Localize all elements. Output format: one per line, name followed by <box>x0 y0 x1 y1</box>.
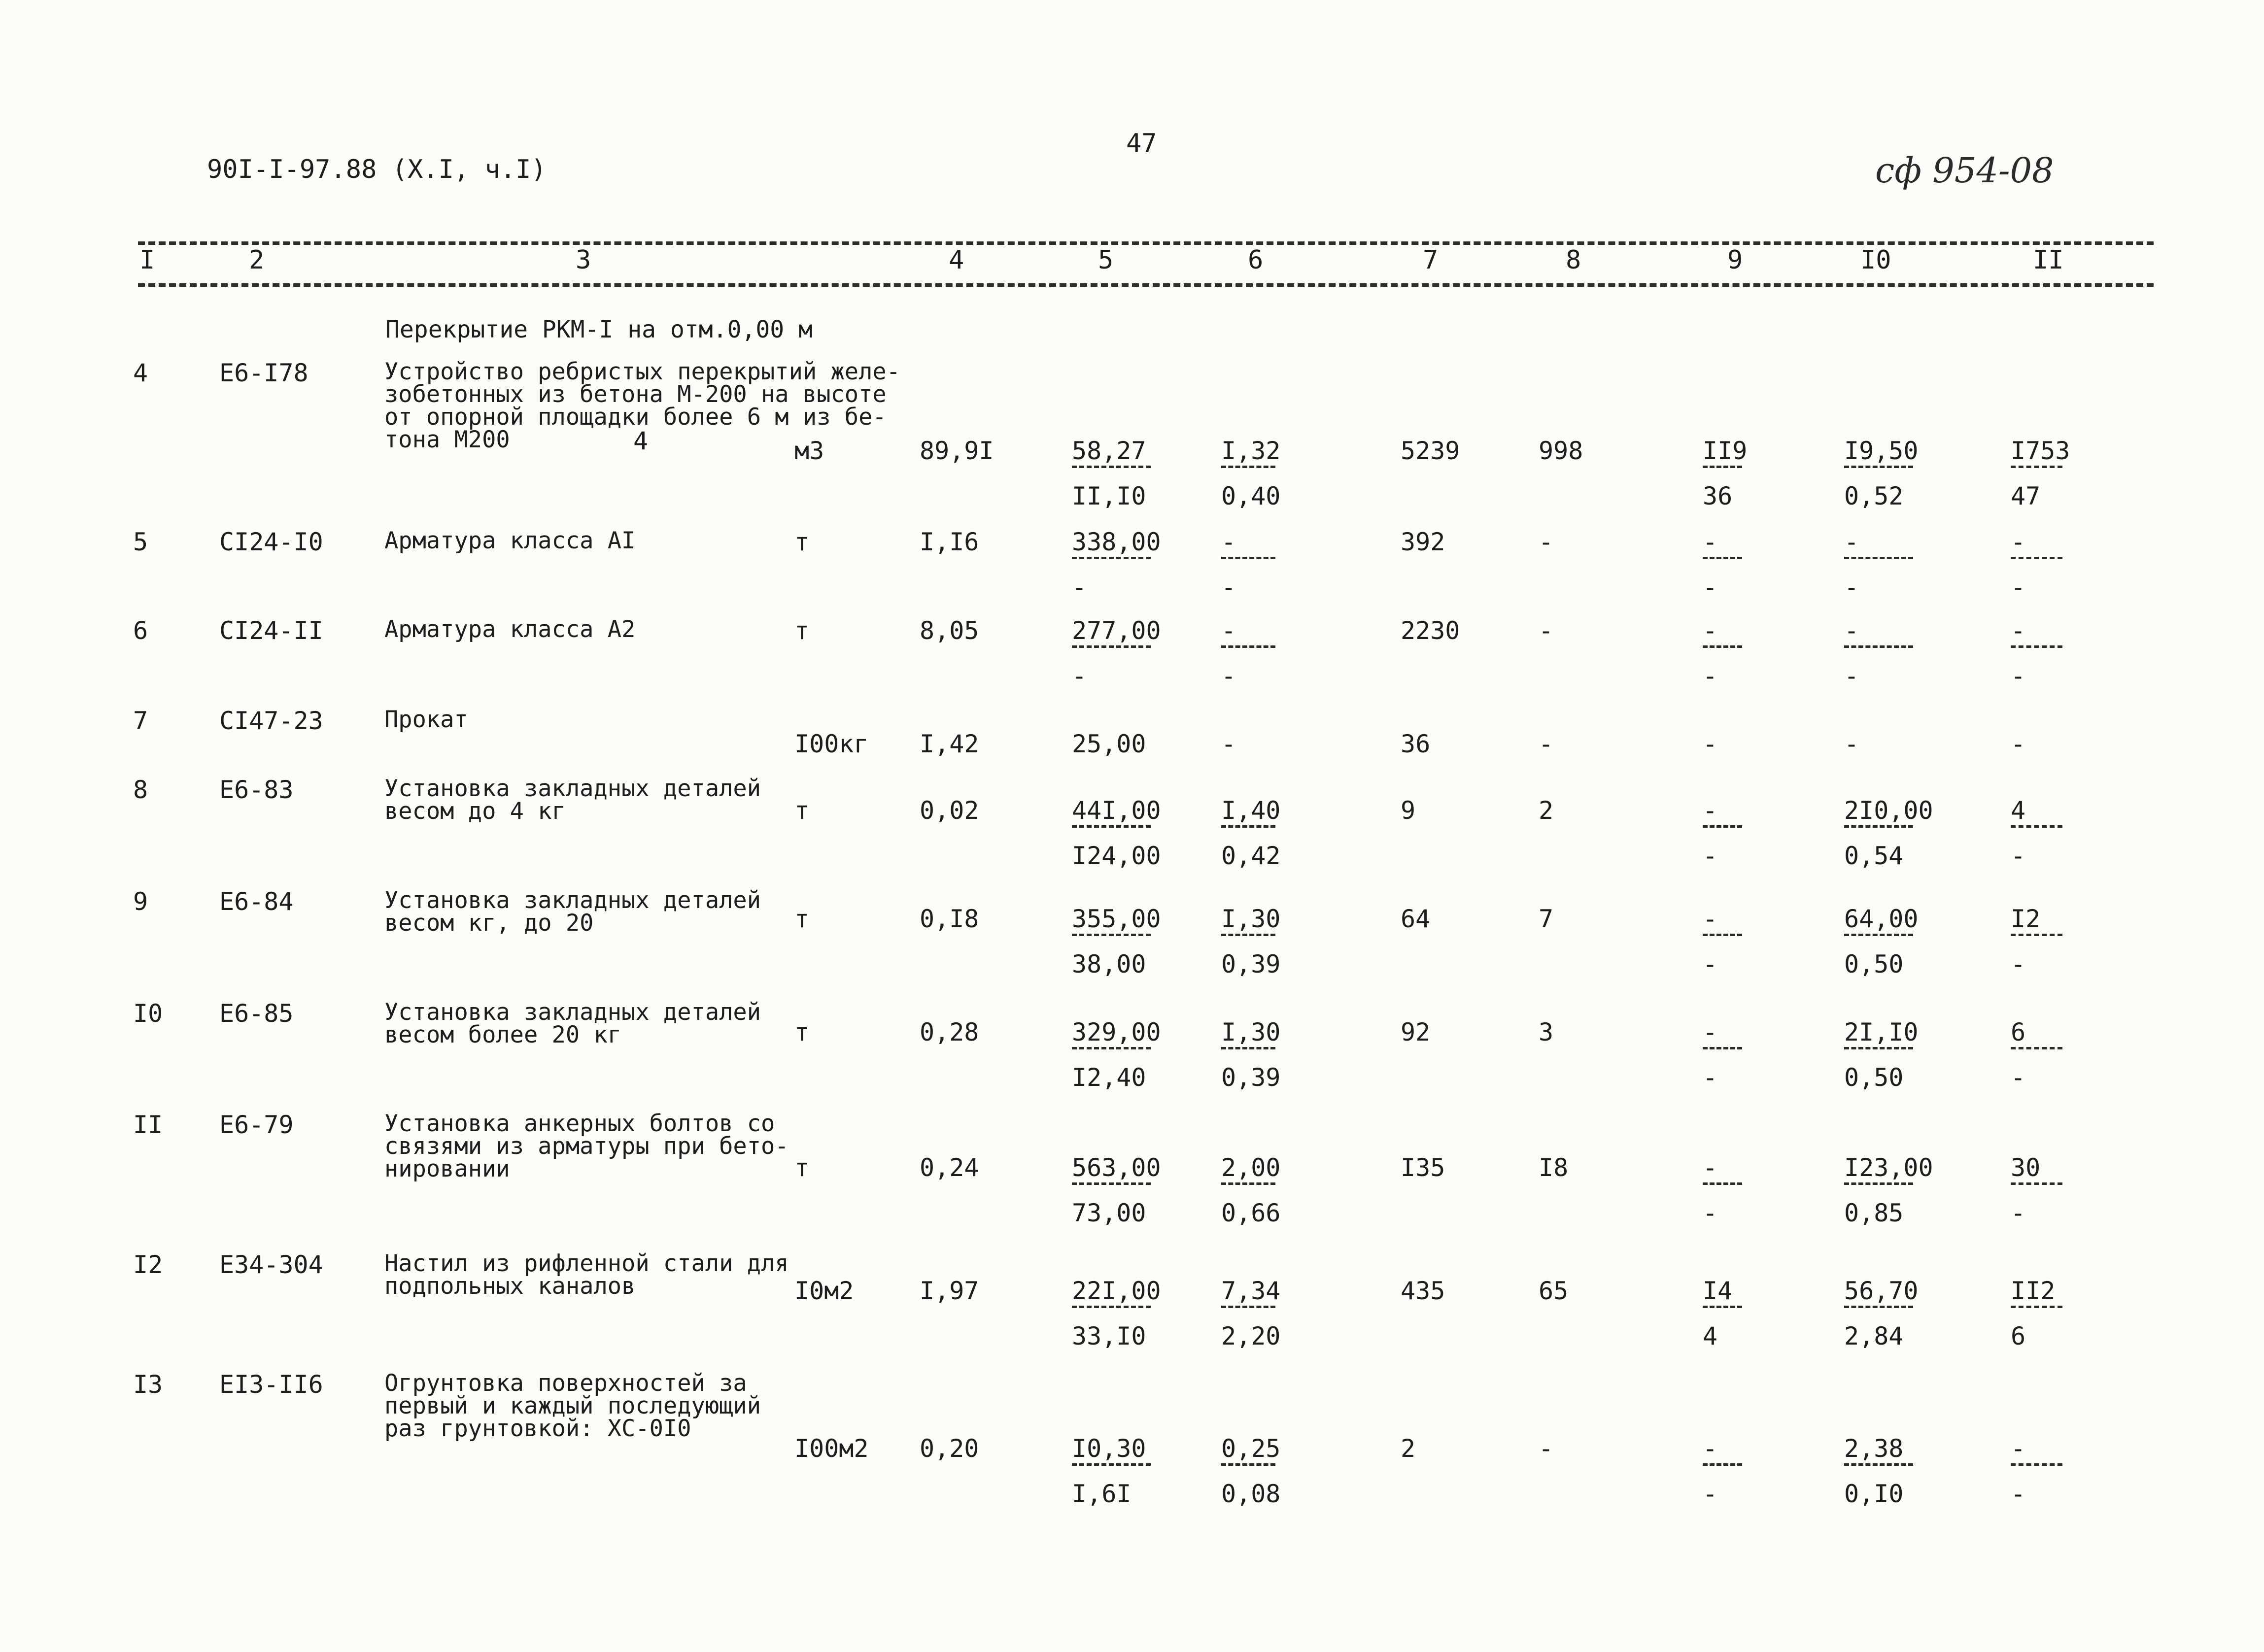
norm-code: Е34-304 <box>219 1250 323 1279</box>
fraction-line <box>1221 825 1275 828</box>
cell-c6-bottom: - <box>1221 573 1236 602</box>
work-description-line: Арматура класса А2 <box>384 616 636 643</box>
cell-c8-top: - <box>1539 1434 1554 1463</box>
cell-c7-top: 435 <box>1401 1277 1445 1305</box>
cell-c11-top: II2 <box>2011 1277 2056 1305</box>
cell-c10-bottom: 0,50 <box>1844 1063 1904 1092</box>
work-description-line: раз грунтовкой: ХС-0I0 <box>384 1415 691 1442</box>
quantity: 0,24 <box>920 1153 979 1182</box>
cell-c5-top: 22I,00 <box>1072 1277 1161 1305</box>
cell-c5-top: 329,00 <box>1072 1018 1161 1046</box>
unit: т <box>794 796 810 825</box>
cell-c8-top: - <box>1539 616 1554 645</box>
cell-c9-bottom: - <box>1703 1199 1718 1227</box>
fraction-line <box>1221 1182 1275 1185</box>
column-header-4: 4 <box>949 245 964 275</box>
cell-c9-top: II9 <box>1703 437 1748 465</box>
cell-c8-top: 2 <box>1539 796 1554 825</box>
quantity: 0,20 <box>920 1434 979 1463</box>
work-description-line: весом до 4 кг <box>384 798 566 825</box>
fraction-line <box>1844 1463 1913 1466</box>
cell-c9-bottom: - <box>1703 842 1718 870</box>
work-description-line: нировании <box>384 1155 510 1182</box>
cell-c11-bottom: - <box>2011 1063 2026 1092</box>
column-header-5: 5 <box>1098 245 1114 275</box>
norm-code: СI24-I0 <box>219 528 323 556</box>
cell-c11-bottom: 6 <box>2011 1322 2026 1350</box>
header-rule-top <box>138 241 2154 245</box>
cell-c11-bottom: - <box>2011 1199 2026 1227</box>
fraction-line <box>1844 1306 1913 1308</box>
fraction-line <box>1221 645 1275 648</box>
cell-c11-top: I753 <box>2011 437 2070 465</box>
cell-c10-bottom: 0,50 <box>1844 950 1904 978</box>
work-description-line: весом кг, до 20 <box>384 910 594 937</box>
cell-c10-top: I9,50 <box>1844 437 1919 465</box>
unit: I00м2 <box>794 1434 869 1463</box>
row-number: I0 <box>133 999 163 1028</box>
cell-c11-top: - <box>2011 730 2026 758</box>
cell-c5-bottom: II,I0 <box>1072 482 1146 510</box>
cell-c6-bottom: 0,66 <box>1221 1199 1281 1227</box>
unit: т <box>794 616 810 645</box>
quantity: I,I6 <box>920 528 979 556</box>
row-number: I2 <box>133 1250 163 1279</box>
cell-c11-bottom: - <box>2011 662 2026 690</box>
fraction-line <box>1703 825 1742 828</box>
cell-c6-top: I,30 <box>1221 1018 1281 1046</box>
fraction-line <box>2011 557 2062 559</box>
cell-c9-top: - <box>1703 528 1718 556</box>
cell-c6-top: I,30 <box>1221 905 1281 933</box>
cell-c11-bottom: - <box>2011 842 2026 870</box>
cell-c6-bottom: 0,08 <box>1221 1480 1281 1508</box>
cell-c7-top: I35 <box>1401 1153 1445 1182</box>
cell-c6-top: - <box>1221 730 1236 758</box>
cell-c10-top: - <box>1844 730 1859 758</box>
cell-c5-bottom: - <box>1072 573 1087 602</box>
work-description-line: Настил из рифленной стали для <box>384 1250 789 1277</box>
fraction-line <box>1703 466 1742 468</box>
norm-code: Е6-85 <box>219 999 294 1028</box>
fraction-line <box>1844 934 1913 936</box>
cell-c8-top: 7 <box>1539 905 1554 933</box>
column-header-11: II <box>2033 245 2064 275</box>
cell-c5-top: 338,00 <box>1072 528 1161 556</box>
fraction-line <box>1844 645 1913 648</box>
column-header-8: 8 <box>1566 245 1581 275</box>
cell-c9-top: - <box>1703 1153 1718 1182</box>
cell-c7-top: 64 <box>1401 905 1431 933</box>
work-description-line: Установка закладных деталей <box>384 999 761 1026</box>
fraction-line <box>1221 466 1275 468</box>
cell-c10-bottom: 0,I0 <box>1844 1480 1904 1508</box>
cell-c11-top: 30 <box>2011 1153 2041 1182</box>
cell-c6-bottom: 0,42 <box>1221 842 1281 870</box>
cell-c10-bottom: 0,85 <box>1844 1199 1904 1227</box>
cell-c11-top: - <box>2011 528 2026 556</box>
cell-c10-bottom: - <box>1844 662 1859 690</box>
cell-c5-bottom: - <box>1072 662 1087 690</box>
cell-c5-top: I0,30 <box>1072 1434 1146 1463</box>
cell-c6-top: 7,34 <box>1221 1277 1281 1305</box>
quantity: I,42 <box>920 730 979 758</box>
cell-c9-bottom: 4 <box>1703 1322 1718 1350</box>
cell-c11-top: 6 <box>2011 1018 2026 1046</box>
row-number: 4 <box>133 359 148 387</box>
fraction-line <box>1844 1182 1913 1185</box>
fraction-line <box>1703 1182 1742 1185</box>
cell-c9-bottom: - <box>1703 1480 1718 1508</box>
column-header-9: 9 <box>1727 245 1743 275</box>
fraction-line <box>1072 1047 1151 1049</box>
cell-c7-top: 9 <box>1401 796 1416 825</box>
fraction-line <box>2011 1306 2062 1308</box>
row-number: I3 <box>133 1370 163 1399</box>
cell-c6-top: I,32 <box>1221 437 1281 465</box>
fraction-line <box>1072 466 1151 468</box>
unit: м3 <box>794 437 824 465</box>
cell-c10-top: 56,70 <box>1844 1277 1919 1305</box>
work-description-line: Установка закладных деталей <box>384 887 761 914</box>
cell-c8-top: 65 <box>1539 1277 1569 1305</box>
cell-c11-bottom: 47 <box>2011 482 2041 510</box>
fraction-line <box>1072 557 1151 559</box>
cell-c11-top: 4 <box>2011 796 2026 825</box>
section-title: Перекрытие РКМ-I на отм.0,00 м <box>385 316 813 343</box>
work-description-line: Прокат <box>384 706 468 733</box>
cell-c10-bottom: 0,52 <box>1844 482 1904 510</box>
row-number: 6 <box>133 616 148 645</box>
cell-c9-bottom: - <box>1703 662 1718 690</box>
work-description-line: зобетонных из бетона М-200 на высоте <box>384 381 887 408</box>
cell-c11-top: - <box>2011 616 2026 645</box>
cell-c9-top: - <box>1703 905 1718 933</box>
cell-c5-top: 44I,00 <box>1072 796 1161 825</box>
cell-c10-top: - <box>1844 616 1859 645</box>
document-code: 90I-I-97.88 (X.I, ч.I) <box>207 155 547 184</box>
row-number: 5 <box>133 528 148 556</box>
fraction-line <box>1072 1306 1151 1308</box>
cell-c10-top: I23,00 <box>1844 1153 1933 1182</box>
work-description-line: Устройство ребристых перекрытий желе- <box>384 358 900 385</box>
work-description-line: от опорной площадки более 6 м из бе- <box>384 404 887 431</box>
fraction-line <box>1072 934 1151 936</box>
fraction-line <box>1221 1306 1275 1308</box>
cell-c6-top: 2,00 <box>1221 1153 1281 1182</box>
cell-c11-bottom: - <box>2011 573 2026 602</box>
cell-c7-top: 5239 <box>1401 437 1460 465</box>
cell-c5-bottom: I2,40 <box>1072 1063 1146 1092</box>
cell-c7-top: 392 <box>1401 528 1445 556</box>
row-number: 7 <box>133 707 148 735</box>
unit: т <box>794 1018 810 1046</box>
norm-code: Е6-84 <box>219 887 294 916</box>
cell-c10-top: 2I0,00 <box>1844 796 1933 825</box>
cell-c8-top: - <box>1539 730 1554 758</box>
cell-c8-top: I8 <box>1539 1153 1569 1182</box>
fraction-line <box>1703 1047 1742 1049</box>
cell-c5-top: 355,00 <box>1072 905 1161 933</box>
cell-c6-bottom: - <box>1221 662 1236 690</box>
column-header-3: 3 <box>576 245 591 275</box>
fraction-line <box>1221 934 1275 936</box>
cell-c10-bottom: - <box>1844 573 1859 602</box>
fraction-line <box>1703 1306 1742 1308</box>
unit: т <box>794 905 810 933</box>
cell-c5-bottom: 38,00 <box>1072 950 1146 978</box>
work-description-line: Арматура класса АI <box>384 527 636 554</box>
fraction-line <box>2011 1182 2062 1185</box>
cell-c11-bottom: - <box>2011 1480 2026 1508</box>
cell-c5-top: 563,00 <box>1072 1153 1161 1182</box>
work-description-line: тона М200 <box>384 426 510 453</box>
cell-c6-top: 0,25 <box>1221 1434 1281 1463</box>
unit: т <box>794 528 810 556</box>
header-rule-bottom <box>138 283 2154 287</box>
work-description-line: связями из арматуры при бето- <box>384 1133 789 1160</box>
quantity: 0,02 <box>920 796 979 825</box>
cell-c5-top: 58,27 <box>1072 437 1146 465</box>
column-header-7: 7 <box>1423 245 1439 275</box>
work-description-line: Огрунтовка поверхностей за <box>384 1370 747 1397</box>
norm-code: Е6-83 <box>219 775 294 804</box>
quantity: 0,I8 <box>920 905 979 933</box>
cell-c10-top: 2,38 <box>1844 1434 1904 1463</box>
fraction-line <box>2011 1047 2062 1049</box>
cell-c6-bottom: 0,39 <box>1221 1063 1281 1092</box>
cell-c9-bottom: - <box>1703 573 1718 602</box>
cell-c11-bottom: - <box>2011 950 2026 978</box>
fraction-line <box>1703 934 1742 936</box>
cell-c9-bottom: - <box>1703 1063 1718 1092</box>
fraction-line <box>1703 557 1742 559</box>
cell-c9-top: - <box>1703 616 1718 645</box>
row-number: 9 <box>133 887 148 916</box>
cell-c5-bottom: 33,I0 <box>1072 1322 1146 1350</box>
cell-c9-bottom: 36 <box>1703 482 1733 510</box>
cell-c9-top: I4 <box>1703 1277 1733 1305</box>
column-header-2: 2 <box>249 245 265 275</box>
norm-code: СI47-23 <box>219 707 323 735</box>
fraction-line <box>1703 1463 1742 1466</box>
cell-c10-top: 2I,I0 <box>1844 1018 1919 1046</box>
cell-c10-top: - <box>1844 528 1859 556</box>
work-description-line: подпольных каналов <box>384 1273 636 1300</box>
cell-c8-top: 998 <box>1539 437 1583 465</box>
norm-code: Е6-79 <box>219 1111 294 1139</box>
cell-c5-bottom: I24,00 <box>1072 842 1161 870</box>
cell-c5-bottom: 73,00 <box>1072 1199 1146 1227</box>
cell-c9-bottom: - <box>1703 950 1718 978</box>
cell-c6-bottom: 2,20 <box>1221 1322 1281 1350</box>
cell-c7-top: 92 <box>1401 1018 1431 1046</box>
cell-c6-top: - <box>1221 616 1236 645</box>
fraction-line <box>1072 645 1151 648</box>
fraction-line <box>2011 825 2062 828</box>
cell-c5-bottom: I,6I <box>1072 1480 1132 1508</box>
quantity: I,97 <box>920 1277 979 1305</box>
fraction-line <box>2011 934 2062 936</box>
fraction-line <box>1221 1463 1275 1466</box>
norm-code: СI24-II <box>219 616 323 645</box>
fraction-line <box>1221 557 1275 559</box>
handwritten-stamp: сф 954-08 <box>1875 150 2054 191</box>
cell-c10-top: 64,00 <box>1844 905 1919 933</box>
fraction-line <box>1072 825 1151 828</box>
cell-c10-bottom: 2,84 <box>1844 1322 1904 1350</box>
fraction-line <box>1844 825 1913 828</box>
cell-c9-top: - <box>1703 796 1718 825</box>
fraction-line <box>2011 466 2062 468</box>
margin-note: 4 <box>633 427 649 455</box>
column-header-1: I <box>139 245 155 275</box>
column-header-6: 6 <box>1248 245 1264 275</box>
cell-c6-top: - <box>1221 528 1236 556</box>
fraction-line <box>1844 1047 1913 1049</box>
cell-c6-top: I,40 <box>1221 796 1281 825</box>
work-description-line: Установка закладных деталей <box>384 775 761 802</box>
norm-code: Е6-I78 <box>219 359 309 387</box>
unit: т <box>794 1153 810 1182</box>
fraction-line <box>1221 1047 1275 1049</box>
fraction-line <box>2011 1463 2062 1466</box>
cell-c7-top: 2 <box>1401 1434 1416 1463</box>
row-number: II <box>133 1111 163 1139</box>
cell-c11-top: I2 <box>2011 905 2041 933</box>
cell-c5-top: 25,00 <box>1072 730 1146 758</box>
cell-c11-top: - <box>2011 1434 2026 1463</box>
quantity: 89,9I <box>920 437 994 465</box>
fraction-line <box>1703 645 1742 648</box>
column-header-10: I0 <box>1860 245 1891 275</box>
work-description-line: первый и каждый последующий <box>384 1392 761 1419</box>
fraction-line <box>1072 1182 1151 1185</box>
cell-c7-top: 2230 <box>1401 616 1460 645</box>
cell-c5-top: 277,00 <box>1072 616 1161 645</box>
unit: I0м2 <box>794 1277 854 1305</box>
fraction-line <box>1072 1463 1151 1466</box>
quantity: 8,05 <box>920 616 979 645</box>
norm-code: ЕI3-II6 <box>219 1370 323 1399</box>
row-number: 8 <box>133 775 148 804</box>
cell-c7-top: 36 <box>1401 730 1431 758</box>
cell-c9-top: - <box>1703 1434 1718 1463</box>
page-number: 47 <box>1126 129 1157 158</box>
cell-c8-top: 3 <box>1539 1018 1554 1046</box>
quantity: 0,28 <box>920 1018 979 1046</box>
work-description-line: весом более 20 кг <box>384 1021 622 1048</box>
cell-c9-top: - <box>1703 1018 1718 1046</box>
fraction-line <box>1844 557 1913 559</box>
cell-c8-top: - <box>1539 528 1554 556</box>
fraction-line <box>2011 645 2062 648</box>
unit: I00кг <box>794 730 869 758</box>
cell-c6-bottom: 0,39 <box>1221 950 1281 978</box>
cell-c9-top: - <box>1703 730 1718 758</box>
fraction-line <box>1844 466 1913 468</box>
cell-c10-bottom: 0,54 <box>1844 842 1904 870</box>
work-description-line: Установка анкерных болтов со <box>384 1110 775 1137</box>
cell-c6-bottom: 0,40 <box>1221 482 1281 510</box>
